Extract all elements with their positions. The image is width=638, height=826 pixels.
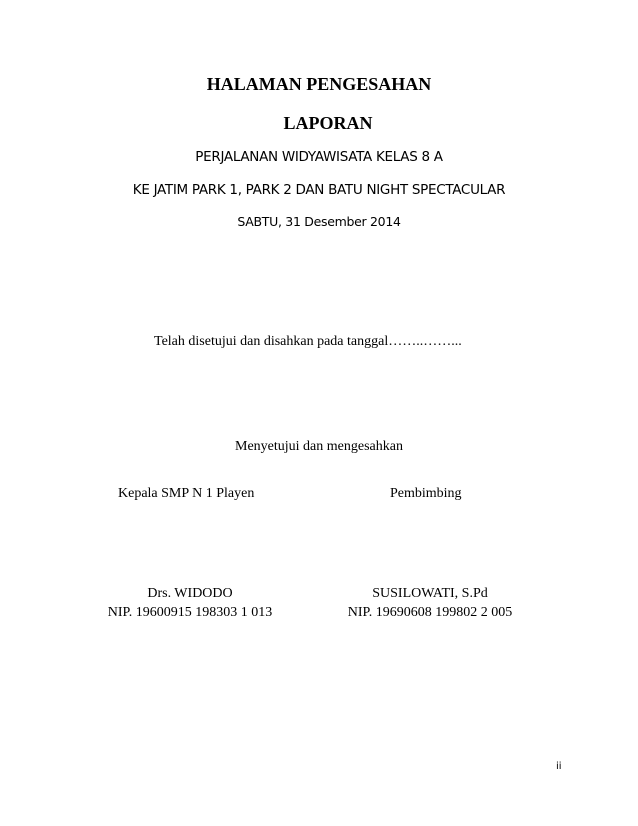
page-number: ii: [556, 761, 562, 772]
trip-date: SABTU, 31 Desember 2014: [237, 214, 401, 229]
trip-title: PERJALANAN WIDYAWISATA KELAS 8 A: [195, 149, 443, 165]
left-signatory-role: Kepala SMP N 1 Playen: [118, 486, 255, 501]
right-signatory-role: Pembimbing: [390, 486, 462, 501]
endorsement-heading: Menyetujui dan mengesahkan: [235, 439, 403, 454]
approval-statement: Telah disetujui dan disahkan pada tanggal……..……...: [154, 334, 462, 349]
right-signatory-nip: NIP. 19690608 199802 2 005: [347, 605, 513, 620]
left-signatory-nip: NIP. 19600915 198303 1 013: [107, 605, 273, 620]
left-signatory-name: Drs. WIDODO: [147, 586, 233, 601]
trip-destination: KE JATIM PARK 1, PARK 2 DAN BATU NIGHT SPECTACULAR: [132, 182, 506, 198]
page-title: HALAMAN PENGESAHAN: [206, 74, 432, 94]
right-signatory-name: SUSILOWATI, S.Pd: [372, 586, 488, 601]
report-label: LAPORAN: [283, 113, 373, 133]
